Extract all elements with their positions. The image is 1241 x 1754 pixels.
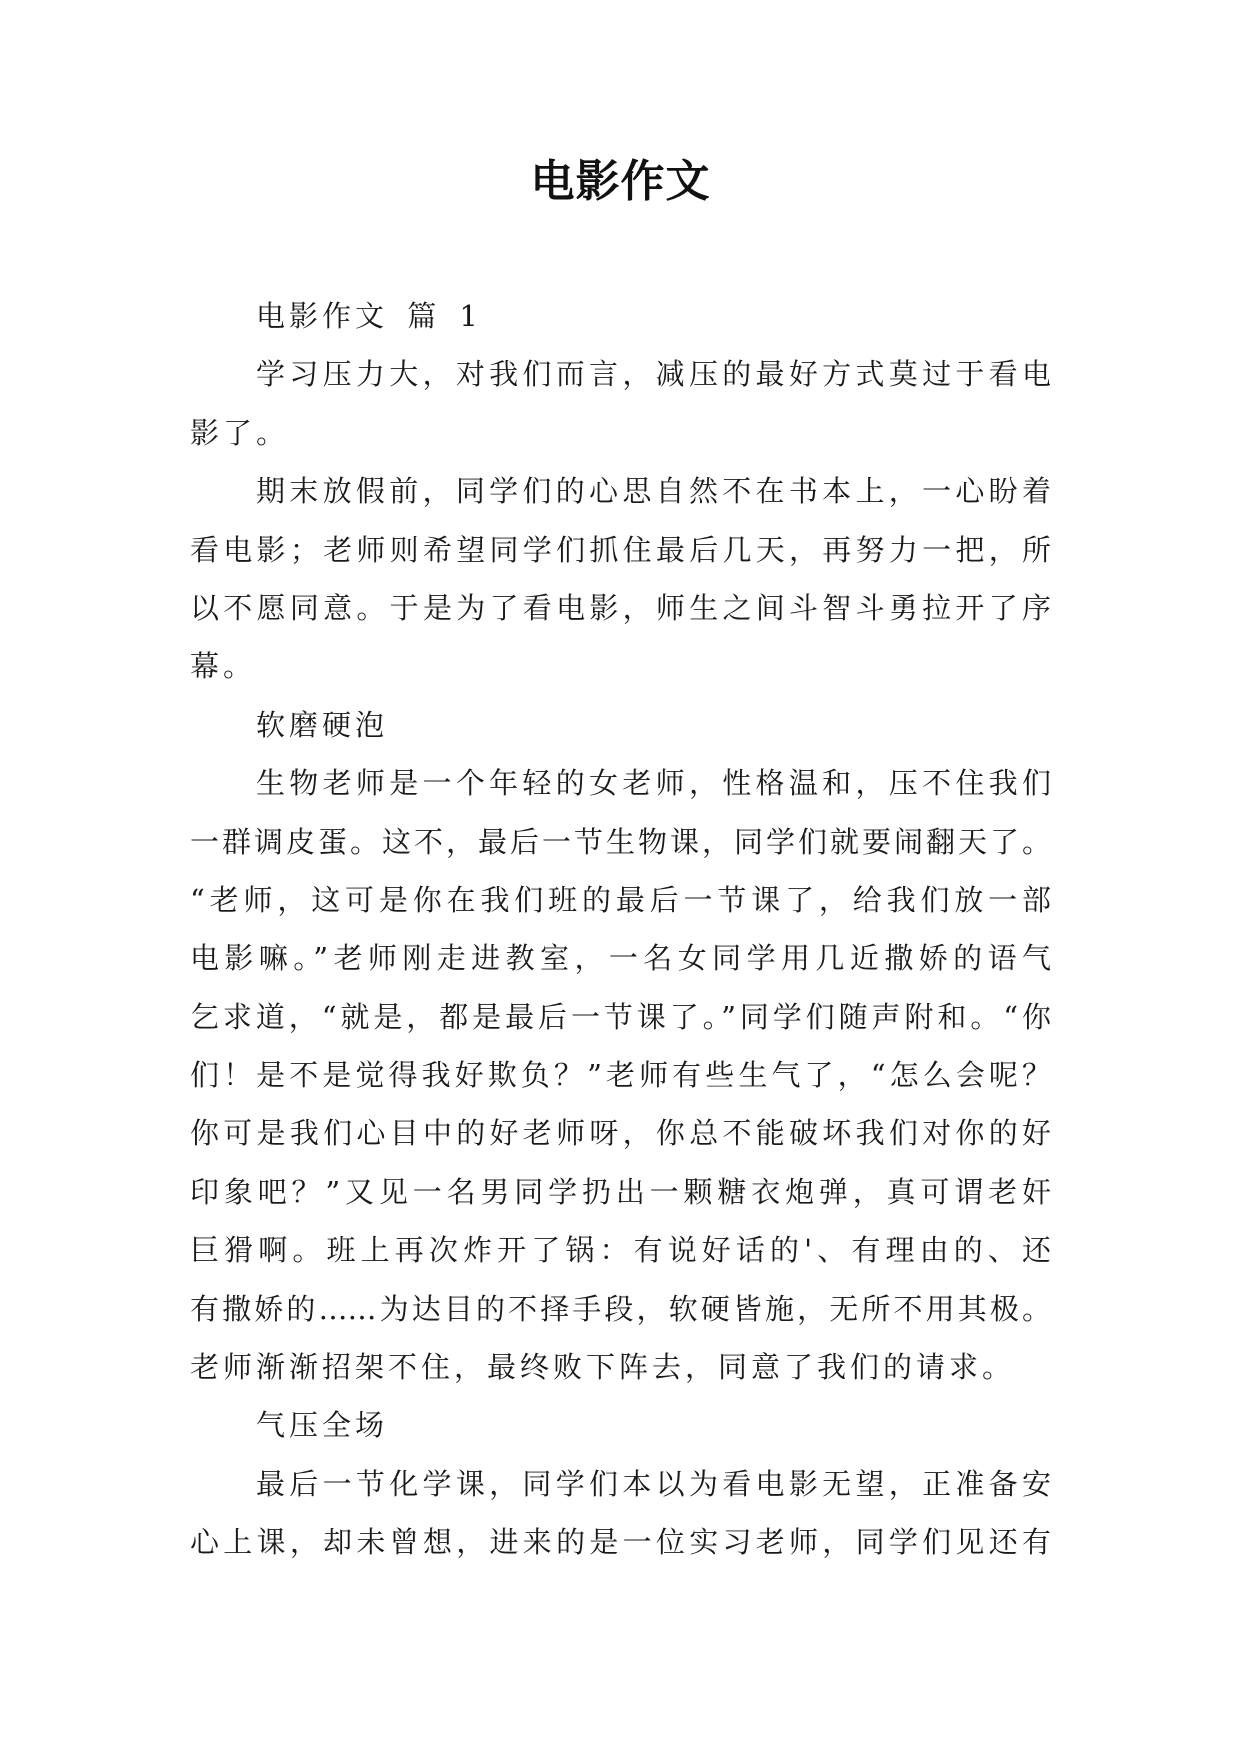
- text-line: 以不愿同意。于是为了看电影，师生之间斗智斗勇拉开了序: [190, 590, 1051, 625]
- text-line: 乞求道，“就是，都是最后一节课了。”同学们随声附和。“你: [190, 999, 1051, 1034]
- paragraph: [190, 462, 1051, 696]
- paragraph: [190, 345, 1051, 462]
- paragraph: [190, 287, 1051, 345]
- text-line: 电影嘛。”老师刚走进教室，一名女同学用几近撒娇的语气: [190, 941, 1051, 976]
- text-line: 们！是不是觉得我好欺负？”老师有些生气了，“怎么会呢？: [190, 1058, 1051, 1093]
- text-line: 幕。: [190, 649, 257, 684]
- text-line: 你可是我们心目中的好老师呀，你总不能破坏我们对你的好: [190, 1116, 1051, 1151]
- text-line: 生物老师是一个年轻的女老师，性格温和，压不住我们: [256, 766, 1051, 801]
- text-line: 有撒娇的……为达目的不择手段，软硬皆施，无所不用其极。: [190, 1291, 1051, 1326]
- subheading: 气压全场: [256, 1408, 389, 1443]
- paragraph: [190, 1396, 1051, 1454]
- text-line: 老师渐渐招架不住，最终败下阵去，同意了我们的请求。: [190, 1350, 1016, 1385]
- subheading: 软磨硬泡: [256, 707, 389, 742]
- text-line: 看电影；老师则希望同学们抓住最后几天，再努力一把，所: [190, 532, 1051, 567]
- text-line: 印象吧？”又见一名男同学扔出一颗糖衣炮弹，真可谓老奸: [190, 1174, 1051, 1209]
- text-line: 巨猾啊。班上再次炸开了锅：有说好话的'、有理由的、还: [190, 1233, 1051, 1268]
- paragraph: [190, 754, 1051, 1396]
- text-line: 学习压力大，对我们而言，减压的最好方式莫过于看电: [256, 357, 1051, 392]
- document-body: [190, 287, 1051, 1572]
- text-line: 最后一节化学课，同学们本以为看电影无望，正准备安: [256, 1466, 1051, 1501]
- paragraph: [190, 696, 1051, 754]
- paragraph: [190, 1455, 1051, 1572]
- text-line: 心上课，却未曾想，进来的是一位实习老师，同学们见还有: [190, 1525, 1051, 1560]
- text-line: 期末放假前，同学们的心思自然不在书本上，一心盼着: [256, 474, 1051, 509]
- text-line: 一群调皮蛋。这不，最后一节生物课，同学们就要闹翻天了。: [190, 824, 1051, 859]
- text-line: “老师，这可是你在我们班的最后一节课了，给我们放一部: [190, 882, 1051, 917]
- page-title: 电影作文: [530, 156, 711, 207]
- text-line: 影了。: [190, 415, 290, 450]
- chapter-label: 电影作文 篇 1: [256, 299, 482, 333]
